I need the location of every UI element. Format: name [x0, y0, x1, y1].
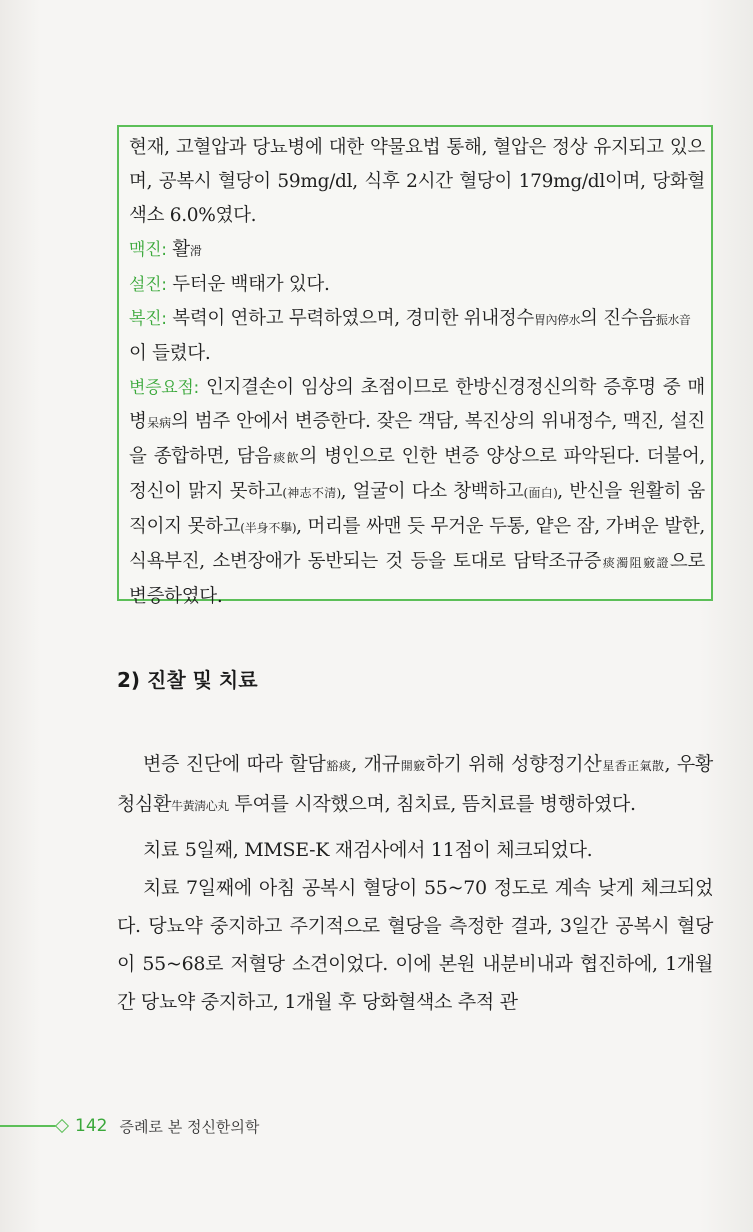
abdomen-text-3: 이 들렸다.: [129, 343, 211, 364]
body-text-segment: , 우황청심환: [117, 753, 713, 815]
body-text-segment: 투여를 시작했으며, 침치료, 뜸치료를 병행하였다.: [228, 793, 636, 815]
diamond-icon: [55, 1119, 69, 1133]
tongue-text: 두터운 백태가 있다.: [166, 274, 330, 295]
diagnosis-hanja-6: 痰濁阻竅證: [601, 556, 670, 570]
diagnosis-text-2: 의 범주 안에서 변증한다. 잦은 객담, 복진상의 위내정수, 맥진, 설진을 종합하면, 담음: [129, 411, 705, 467]
diagnosis-hanja-2: 痰飮: [271, 451, 300, 465]
case-summary-box: [117, 125, 713, 607]
diagnosis-text-7: 으로 변증하였다.: [129, 551, 705, 607]
body-text: [117, 745, 713, 1021]
abdomen-label: 복진:: [129, 309, 167, 329]
page-footer: [0, 1112, 400, 1140]
case-paragraph-lab: 현재, 고혈압과 당뇨병에 대한 약물요법 통해, 혈압은 정상 유지되고 있으며, 공복시 혈당이 59mg/dl, 식후 2시간 혈당이 179mg/dl이며, 당화혈색소 6.0%였다.: [129, 137, 705, 226]
footer-rule: [0, 1125, 56, 1127]
running-title: 증례로 본 정신한의학: [119, 1117, 260, 1136]
pulse-hanja: 滑: [189, 244, 202, 258]
abdomen-hanja-1: 胃內停水: [534, 313, 581, 327]
pulse-text: 활: [166, 239, 190, 260]
page-number: 142: [75, 1116, 108, 1136]
body-text-segment: 변증 진단에 따라 할담: [143, 753, 326, 775]
diagnosis-paragraph: [129, 371, 705, 614]
diagnosis-text-3: 의 병인으로 인한 변증 양상으로 파악된다. 더불어, 정신이 맑지 못하고: [129, 446, 705, 502]
body-text-segment: 하기 위해 성향정기산: [425, 753, 602, 775]
diagnosis-label: 변증요점:: [129, 378, 199, 398]
body-text-segment: , 개규: [351, 753, 400, 775]
diagnosis-text-1: 인지결손이 임상의 초점이므로 한방신경정신의학 증후명 중 매병: [129, 377, 705, 432]
diagnosis-hanja-4: (面白): [523, 486, 558, 500]
abdomen-text-1: 복력이 연하고 무력하였으며, 경미한 위내정수: [166, 308, 535, 329]
body-hanja: 星香正氣散: [601, 759, 665, 773]
pulse-line: [129, 233, 705, 268]
abdomen-line: [129, 302, 705, 371]
body-hanja: 牛黃淸心丸: [171, 799, 229, 813]
treatment-paragraph: [117, 745, 713, 825]
diagnosis-text-4: , 얼굴이 다소 창백하고: [340, 481, 524, 502]
section-title: 2) 진찰 및 치료: [117, 668, 258, 692]
diagnosis-text-6: , 머리를 싸맨 듯 무거운 두통, 얕은 잠, 가벼운 발한, 식욕부진, 소변장애가 동반되는 것 등을 토대로 담탁조규증: [129, 516, 705, 572]
abdomen-text-2: 의 진수음: [580, 308, 656, 329]
glucose-paragraph: 치료 7일째에 아침 공복시 혈당이 55~70 정도로 계속 낮게 체크되었다. 당뇨약 중지하고 주기적으로 혈당을 측정한 결과, 3일간 공복시 혈당이 55~68로 저혈당 소견이었다. 이에 본원 내분비내과 협진하에, 1개월간 당뇨약 중지하고, 1개월 후 당화혈색소 추적 관: [117, 877, 713, 1013]
diagnosis-hanja-5: (半身不擧): [240, 521, 297, 535]
body-hanja: 開竅: [399, 759, 426, 773]
pulse-label: 맥진:: [129, 240, 167, 260]
abdomen-hanja-2: 振水音: [655, 313, 691, 327]
mmse-paragraph: 치료 5일째, MMSE-K 재검사에서 11점이 체크되었다.: [143, 839, 593, 861]
diagnosis-text-5: , 반신을 원활히 움직이지 못하고: [129, 481, 705, 537]
body-hanja: 豁痰: [325, 759, 352, 773]
diagnosis-hanja-1: 呆病: [146, 416, 172, 430]
tongue-label: 설진:: [129, 275, 167, 295]
diagnosis-hanja-3: (神志不清): [282, 486, 341, 500]
tongue-line: [129, 268, 705, 302]
